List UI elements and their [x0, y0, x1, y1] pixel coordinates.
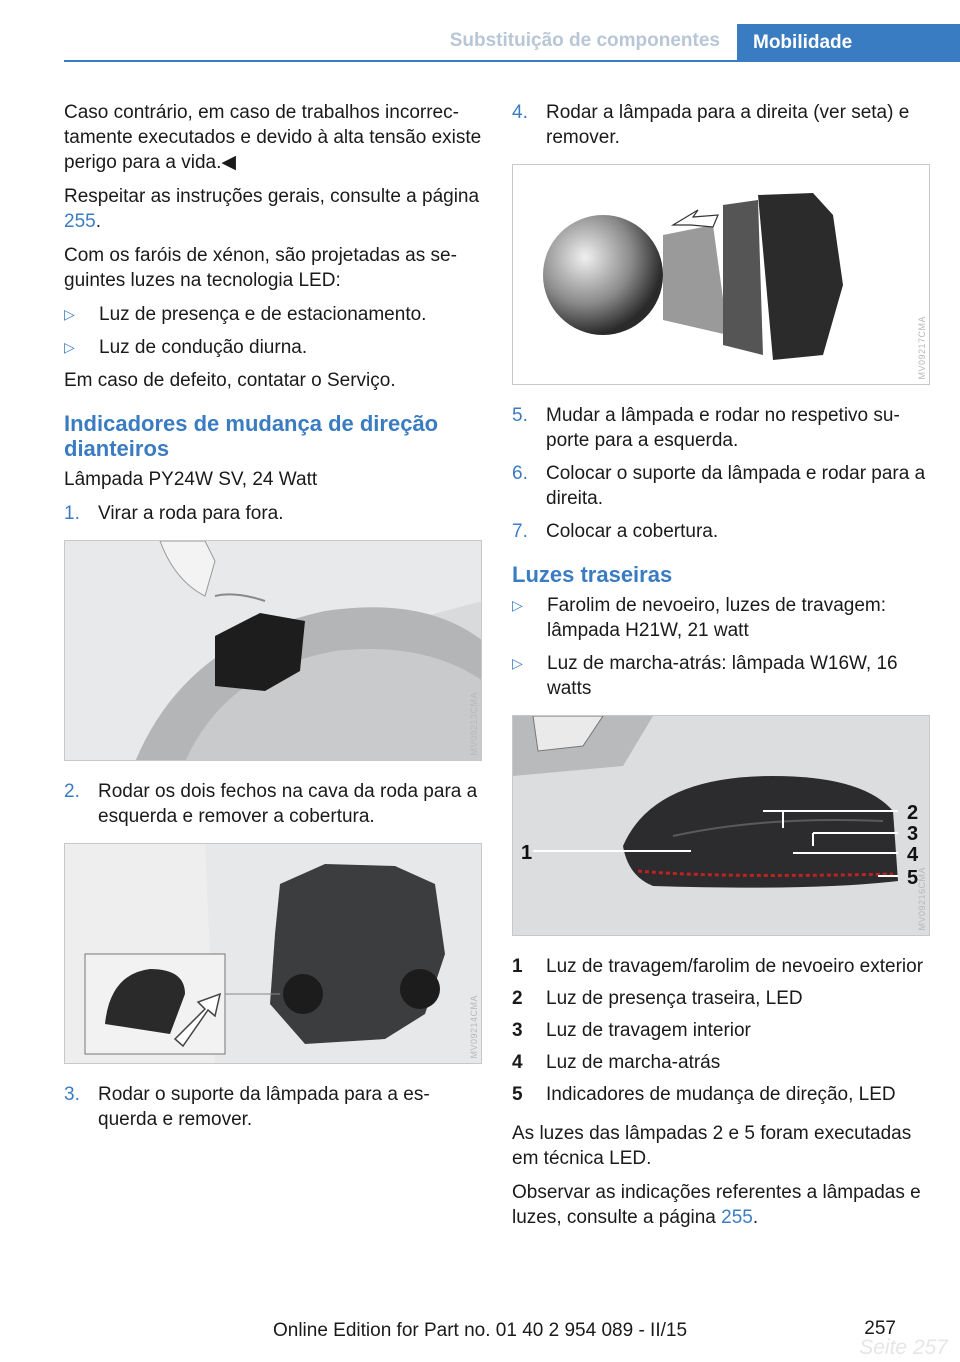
- step-number: 1.: [64, 503, 80, 524]
- bulb-spec: Lâmpada PY24W SV, 24 Watt: [64, 469, 318, 490]
- step-text: Mudar a lâmpada e rodar no respetivo suporte para a esquerda.: [546, 405, 900, 451]
- list-item-text: Farolim de nevoeiro, luzes de travagem: lâmpada H21W, 21 watt: [547, 595, 886, 641]
- step-2: [64, 779, 482, 829]
- right-column: [512, 100, 930, 1239]
- step-text: Colocar a cobertura.: [546, 521, 719, 542]
- triangle-bullet-icon: ▷: [64, 306, 75, 322]
- xenon-paragraph: Com os faróis de xénon, são projetadas as seguintes luzes na tecnologia LED:: [64, 245, 457, 291]
- triangle-bullet-icon: ▷: [512, 597, 523, 613]
- step-6: [512, 461, 930, 511]
- section-heading-rear-lights: Luzes traseiras: [512, 562, 673, 587]
- figure-rear-light: [512, 715, 930, 936]
- figure-label-4: 4: [907, 844, 919, 866]
- legend-text: Indicadores de mudança de direção, LED: [546, 1084, 896, 1105]
- step-number: 2.: [64, 781, 80, 802]
- legend-text: Luz de marcha-atrás: [546, 1052, 721, 1073]
- section-heading-front-indicators: Indicadores de mudança de direção dianteiros: [64, 411, 439, 461]
- page-link-255[interactable]: 255: [721, 1207, 753, 1228]
- legend-text: Luz de travagem interior: [546, 1020, 751, 1041]
- legend-item: [512, 954, 930, 979]
- step-text: Rodar os dois fechos na cava da roda para a esquerda e remover a cobertura.: [98, 781, 478, 827]
- list-item: [64, 302, 482, 327]
- edition-footer: Online Edition for Part no. 01 40 2 954 089 - II/15: [272, 1320, 688, 1341]
- bulb-illustration: [513, 165, 930, 385]
- instructions-paragraph: [64, 184, 482, 234]
- list-item-text: Luz de marcha-atrás: lâmpada W16W, 16 watts: [547, 653, 898, 699]
- step-number: 7.: [512, 521, 528, 542]
- reference-text: Observar as indicações referentes a lâmpadas e luzes, consulte a página: [512, 1182, 921, 1228]
- legend-number: 1: [512, 956, 523, 977]
- legend-item: [512, 1018, 930, 1043]
- step-text: Colocar o suporte da lâmpada e rodar para a direita.: [546, 463, 926, 509]
- period: .: [752, 1207, 759, 1228]
- step-text: Virar a roda para fora.: [98, 503, 284, 524]
- cover-illustration: [65, 844, 482, 1064]
- list-item-text: Luz de condução diurna.: [99, 337, 308, 358]
- step-number: 4.: [512, 102, 528, 123]
- reference-paragraph: [512, 1180, 930, 1230]
- period: .: [95, 211, 101, 232]
- step-number: 5.: [512, 405, 528, 426]
- figure-code: MV09216CMA: [917, 867, 927, 931]
- triangle-bullet-icon: ▷: [64, 339, 75, 355]
- watermark: Seite 257: [859, 1336, 948, 1359]
- list-item: [64, 335, 482, 360]
- page-link-255[interactable]: 255: [64, 211, 96, 232]
- step-3: [64, 1082, 482, 1132]
- legend-number: 5: [512, 1084, 523, 1105]
- figure-label-3: 3: [907, 823, 919, 845]
- header-section-title: Substituição de componentes: [449, 30, 720, 51]
- step-4: [512, 100, 930, 150]
- list-item-text: Luz de presença e de estacionamento.: [99, 304, 427, 325]
- legend-number: 2: [512, 988, 523, 1009]
- figure-cover: [64, 843, 482, 1064]
- service-paragraph: Em caso de defeito, contatar o Serviço.: [64, 370, 396, 391]
- step-number: 3.: [64, 1084, 80, 1105]
- figure-code: MV09214CMA: [469, 995, 479, 1059]
- legend-number: 4: [512, 1052, 523, 1073]
- legend-item: [512, 986, 930, 1011]
- step-5: [512, 403, 930, 453]
- triangle-bullet-icon: ▷: [512, 655, 523, 671]
- legend-text: Luz de presença traseira, LED: [546, 988, 803, 1009]
- step-7: [512, 519, 930, 544]
- legend-number: 3: [512, 1020, 523, 1041]
- page-number: 257: [864, 1318, 896, 1339]
- figure-code: MV09217CMA: [917, 316, 927, 380]
- legend-item: [512, 1082, 930, 1107]
- figure-label-2: 2: [907, 802, 919, 824]
- list-item: [512, 651, 930, 701]
- step-1: [64, 501, 482, 526]
- left-column: [64, 100, 482, 1140]
- led-paragraph: As luzes das lâmpadas 2 e 5 foram executadas em técnica LED.: [512, 1123, 912, 1169]
- header-rule: [64, 60, 960, 62]
- wheel-arch-illustration: [65, 541, 482, 761]
- legend-item: [512, 1050, 930, 1075]
- figure-label-5: 5: [907, 867, 919, 889]
- header-chapter-tab[interactable]: Mobilidade: [737, 24, 960, 62]
- step-number: 6.: [512, 463, 528, 484]
- step-text: Rodar a lâmpada para a direita (ver seta) e remover.: [546, 102, 910, 148]
- warning-paragraph: Caso contrário, em caso de trabalhos incorrectamente executados e devido à alta tensão existe perigo para a vida.◀: [64, 102, 482, 173]
- list-item: [512, 593, 930, 643]
- figure-wheel-arch: [64, 540, 482, 761]
- figure-code: MV09213CMA: [469, 692, 479, 756]
- rear-light-illustration: [513, 716, 930, 936]
- figure-label-1: 1: [521, 842, 533, 864]
- step-text: Rodar o suporte da lâmpada para a esquerda e remover.: [98, 1084, 430, 1130]
- legend-text: Luz de travagem/farolim de nevoeiro exterior: [546, 956, 924, 977]
- figure-bulb: [512, 164, 930, 385]
- instructions-text: Respeitar as instruções gerais, consulte a página: [64, 186, 480, 207]
